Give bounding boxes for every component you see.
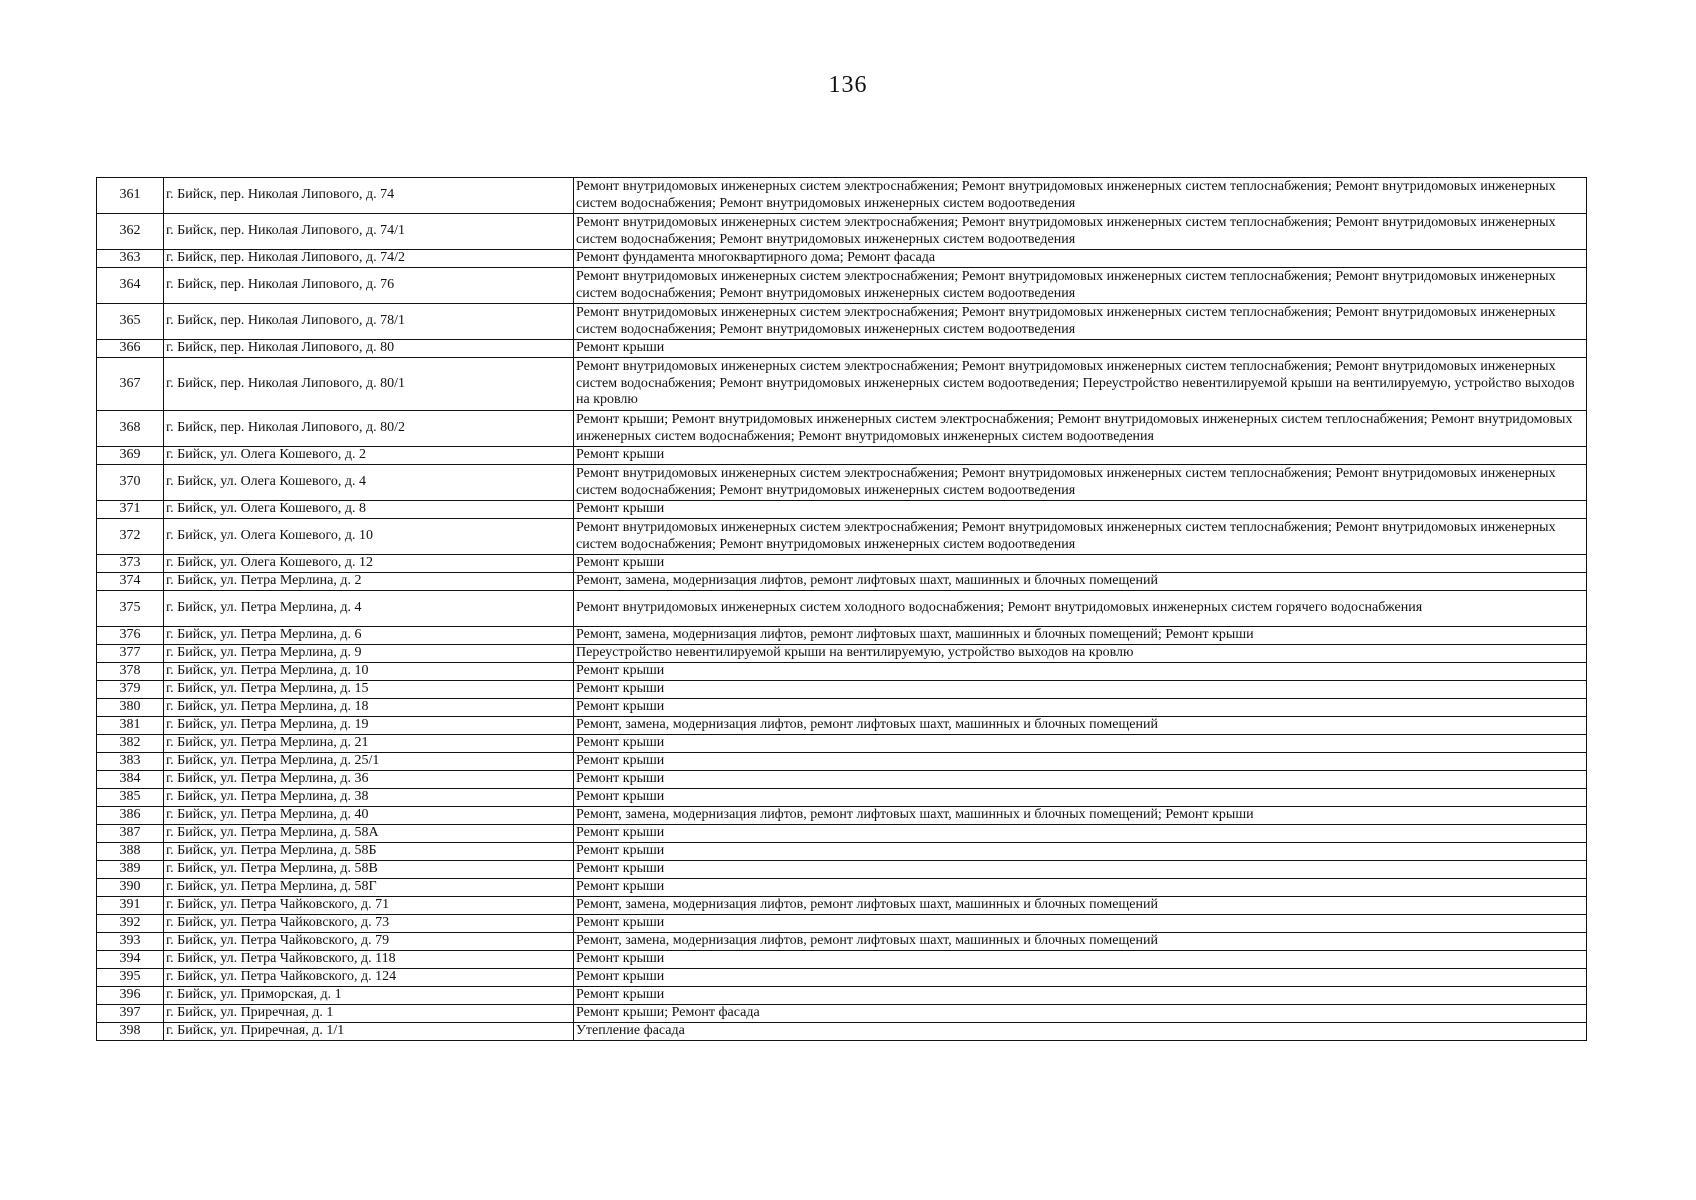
table-row: [97, 250, 1587, 268]
row-works: Ремонт крыши: [574, 681, 1587, 699]
table-row: [97, 951, 1587, 969]
row-works: Ремонт внутридомовых инженерных систем электроснабжения; Ремонт внутридомовых инженерных систем теплоснабжения; Ремонт внутридомовых инженерных систем водоснабжения; Ремонт внутридомовых инженерных систем водоотведения: [574, 214, 1587, 250]
row-address: г. Бийск, ул. Петра Мерлина, д. 18: [164, 699, 574, 717]
table-row: [97, 987, 1587, 1005]
row-works: Ремонт внутридомовых инженерных систем электроснабжения; Ремонт внутридомовых инженерных систем теплоснабжения; Ремонт внутридомовых инженерных систем водоснабжения; Ремонт внутридомовых инженерных систем водоотведения: [574, 268, 1587, 304]
row-number: 369: [97, 447, 164, 465]
table-row: [97, 555, 1587, 573]
table-row: [97, 861, 1587, 879]
table-row: [97, 681, 1587, 699]
table-row: [97, 1005, 1587, 1023]
row-number: 388: [97, 843, 164, 861]
row-works: Ремонт крыши: [574, 987, 1587, 1005]
row-number: 375: [97, 591, 164, 627]
row-number: 368: [97, 411, 164, 447]
row-works: Ремонт крыши: [574, 340, 1587, 358]
row-works: Ремонт крыши: [574, 789, 1587, 807]
row-address: г. Бийск, ул. Приречная, д. 1/1: [164, 1023, 574, 1041]
row-address: г. Бийск, ул. Петра Чайковского, д. 124: [164, 969, 574, 987]
row-works: Ремонт крыши; Ремонт внутридомовых инженерных систем электроснабжения; Ремонт внутридомовых инженерных систем теплоснабжения; Ремонт внутридомовых инженерных систем водоснабжения; Ремонт внутридомовых инженерных систем водоотведения: [574, 411, 1587, 447]
row-works: Ремонт, замена, модернизация лифтов, ремонт лифтовых шахт, машинных и блочных помещений: [574, 897, 1587, 915]
row-address: г. Бийск, ул. Петра Мерлина, д. 36: [164, 771, 574, 789]
row-address: г. Бийск, пер. Николая Липового, д. 80: [164, 340, 574, 358]
row-number: 371: [97, 501, 164, 519]
row-works: Ремонт крыши: [574, 699, 1587, 717]
table-row: [97, 897, 1587, 915]
table-row: [97, 465, 1587, 501]
row-works: Ремонт, замена, модернизация лифтов, ремонт лифтовых шахт, машинных и блочных помещений; Ремонт крыши: [574, 807, 1587, 825]
table-row: [97, 825, 1587, 843]
row-address: г. Бийск, ул. Петра Мерлина, д. 38: [164, 789, 574, 807]
row-number: 362: [97, 214, 164, 250]
table-row: [97, 214, 1587, 250]
row-address: г. Бийск, пер. Николая Липового, д. 74/1: [164, 214, 574, 250]
table-row: [97, 447, 1587, 465]
row-works: Ремонт крыши: [574, 969, 1587, 987]
row-number: 398: [97, 1023, 164, 1041]
row-address: г. Бийск, ул. Петра Мерлина, д. 58А: [164, 825, 574, 843]
row-address: г. Бийск, ул. Петра Чайковского, д. 71: [164, 897, 574, 915]
table-row: [97, 645, 1587, 663]
housing-repair-table: [96, 177, 1587, 1041]
row-number: 372: [97, 519, 164, 555]
row-address: г. Бийск, пер. Николая Липового, д. 78/1: [164, 304, 574, 340]
table-row: [97, 340, 1587, 358]
row-number: 361: [97, 178, 164, 214]
row-works: Ремонт внутридомовых инженерных систем электроснабжения; Ремонт внутридомовых инженерных систем теплоснабжения; Ремонт внутридомовых инженерных систем водоснабжения; Ремонт внутридомовых инженерных систем водоотведения: [574, 304, 1587, 340]
row-address: г. Бийск, ул. Петра Мерлина, д. 4: [164, 591, 574, 627]
row-number: 397: [97, 1005, 164, 1023]
table-row: [97, 735, 1587, 753]
table-row: [97, 304, 1587, 340]
table-row: [97, 501, 1587, 519]
row-number: 373: [97, 555, 164, 573]
row-address: г. Бийск, ул. Петра Мерлина, д. 25/1: [164, 753, 574, 771]
table-row: [97, 879, 1587, 897]
table-row: [97, 591, 1587, 627]
row-address: г. Бийск, ул. Петра Чайковского, д. 79: [164, 933, 574, 951]
row-address: г. Бийск, ул. Петра Мерлина, д. 9: [164, 645, 574, 663]
row-address: г. Бийск, ул. Петра Мерлина, д. 40: [164, 807, 574, 825]
row-address: г. Бийск, пер. Николая Липового, д. 74/2: [164, 250, 574, 268]
row-address: г. Бийск, ул. Олега Кошевого, д. 8: [164, 501, 574, 519]
table-row: [97, 717, 1587, 735]
row-number: 364: [97, 268, 164, 304]
table-row: [97, 627, 1587, 645]
row-number: 393: [97, 933, 164, 951]
table-row: [97, 411, 1587, 447]
table-row: [97, 969, 1587, 987]
row-number: 391: [97, 897, 164, 915]
row-number: 378: [97, 663, 164, 681]
row-address: г. Бийск, ул. Олега Кошевого, д. 12: [164, 555, 574, 573]
row-number: 385: [97, 789, 164, 807]
row-works: Ремонт внутридомовых инженерных систем электроснабжения; Ремонт внутридомовых инженерных систем теплоснабжения; Ремонт внутридомовых инженерных систем водоснабжения; Ремонт внутридомовых инженерных систем водоотведения: [574, 465, 1587, 501]
row-number: 367: [97, 358, 164, 411]
table-row: [97, 268, 1587, 304]
row-works: Ремонт крыши; Ремонт фасада: [574, 1005, 1587, 1023]
page-number: 136: [828, 72, 868, 98]
row-works: Ремонт крыши: [574, 663, 1587, 681]
row-works: Ремонт крыши: [574, 753, 1587, 771]
row-address: г. Бийск, ул. Олега Кошевого, д. 10: [164, 519, 574, 555]
row-number: 394: [97, 951, 164, 969]
row-number: 395: [97, 969, 164, 987]
row-works: Ремонт крыши: [574, 879, 1587, 897]
table-row: [97, 699, 1587, 717]
row-works: Утепление фасада: [574, 1023, 1587, 1041]
row-number: 381: [97, 717, 164, 735]
row-address: г. Бийск, пер. Николая Липового, д. 80/2: [164, 411, 574, 447]
row-works: Ремонт, замена, модернизация лифтов, ремонт лифтовых шахт, машинных и блочных помещений: [574, 717, 1587, 735]
row-works: Ремонт внутридомовых инженерных систем электроснабжения; Ремонт внутридомовых инженерных систем теплоснабжения; Ремонт внутридомовых инженерных систем водоснабжения; Ремонт внутридомовых инженерных систем водоотведения: [574, 519, 1587, 555]
row-number: 390: [97, 879, 164, 897]
row-number: 383: [97, 753, 164, 771]
row-number: 363: [97, 250, 164, 268]
row-works: Ремонт крыши: [574, 771, 1587, 789]
row-address: г. Бийск, ул. Петра Мерлина, д. 58Г: [164, 879, 574, 897]
table-row: [97, 807, 1587, 825]
table-row: [97, 789, 1587, 807]
row-works: Ремонт крыши: [574, 447, 1587, 465]
row-works: Ремонт, замена, модернизация лифтов, ремонт лифтовых шахт, машинных и блочных помещений; Ремонт крыши: [574, 627, 1587, 645]
row-number: 389: [97, 861, 164, 879]
row-address: г. Бийск, ул. Олега Кошевого, д. 4: [164, 465, 574, 501]
table-row: [97, 663, 1587, 681]
row-address: г. Бийск, ул. Петра Мерлина, д. 19: [164, 717, 574, 735]
row-address: г. Бийск, пер. Николая Липового, д. 76: [164, 268, 574, 304]
row-works: Ремонт внутридомовых инженерных систем электроснабжения; Ремонт внутридомовых инженерных систем теплоснабжения; Ремонт внутридомовых инженерных систем водоснабжения; Ремонт внутридомовых инженерных систем водоотведения; Переустройство невентилируемой крыши на вентилируемую, устройство выходов на кровлю: [574, 358, 1587, 411]
row-number: 379: [97, 681, 164, 699]
table-row: [97, 753, 1587, 771]
row-works: Ремонт крыши: [574, 735, 1587, 753]
table-row: [97, 843, 1587, 861]
row-address: г. Бийск, ул. Петра Чайковского, д. 118: [164, 951, 574, 969]
row-address: г. Бийск, ул. Петра Мерлина, д. 2: [164, 573, 574, 591]
row-number: 382: [97, 735, 164, 753]
row-number: 365: [97, 304, 164, 340]
row-address: г. Бийск, ул. Приморская, д. 1: [164, 987, 574, 1005]
row-works: Ремонт внутридомовых инженерных систем электроснабжения; Ремонт внутридомовых инженерных систем теплоснабжения; Ремонт внутридомовых инженерных систем водоснабжения; Ремонт внутридомовых инженерных систем водоотведения: [574, 178, 1587, 214]
row-works: Ремонт крыши: [574, 861, 1587, 879]
row-works: Ремонт фундамента многоквартирного дома; Ремонт фасада: [574, 250, 1587, 268]
row-number: 387: [97, 825, 164, 843]
row-address: г. Бийск, пер. Николая Липового, д. 80/1: [164, 358, 574, 411]
row-address: г. Бийск, ул. Петра Чайковского, д. 73: [164, 915, 574, 933]
row-number: 384: [97, 771, 164, 789]
row-address: г. Бийск, ул. Олега Кошевого, д. 2: [164, 447, 574, 465]
table-row: [97, 1023, 1587, 1041]
row-number: 392: [97, 915, 164, 933]
row-works: Ремонт крыши: [574, 951, 1587, 969]
row-address: г. Бийск, ул. Приречная, д. 1: [164, 1005, 574, 1023]
row-works: Ремонт крыши: [574, 825, 1587, 843]
row-works: Ремонт, замена, модернизация лифтов, ремонт лифтовых шахт, машинных и блочных помещений: [574, 933, 1587, 951]
row-number: 374: [97, 573, 164, 591]
row-works: Ремонт, замена, модернизация лифтов, ремонт лифтовых шахт, машинных и блочных помещений: [574, 573, 1587, 591]
table-row: [97, 519, 1587, 555]
row-number: 366: [97, 340, 164, 358]
table-body: [97, 178, 1587, 1041]
row-works: Ремонт крыши: [574, 555, 1587, 573]
table-row: [97, 573, 1587, 591]
row-number: 376: [97, 627, 164, 645]
row-works: Ремонт крыши: [574, 843, 1587, 861]
row-works: Переустройство невентилируемой крыши на вентилируемую, устройство выходов на кровлю: [574, 645, 1587, 663]
row-address: г. Бийск, ул. Петра Мерлина, д. 15: [164, 681, 574, 699]
row-number: 386: [97, 807, 164, 825]
row-address: г. Бийск, ул. Петра Мерлина, д. 10: [164, 663, 574, 681]
row-number: 380: [97, 699, 164, 717]
row-address: г. Бийск, ул. Петра Мерлина, д. 58В: [164, 861, 574, 879]
row-number: 370: [97, 465, 164, 501]
row-address: г. Бийск, пер. Николая Липового, д. 74: [164, 178, 574, 214]
row-number: 377: [97, 645, 164, 663]
row-address: г. Бийск, ул. Петра Мерлина, д. 21: [164, 735, 574, 753]
table-row: [97, 933, 1587, 951]
table-row: [97, 771, 1587, 789]
row-number: 396: [97, 987, 164, 1005]
table-row: [97, 915, 1587, 933]
table-row: [97, 178, 1587, 214]
row-address: г. Бийск, ул. Петра Мерлина, д. 6: [164, 627, 574, 645]
row-works: Ремонт крыши: [574, 915, 1587, 933]
table-row: [97, 358, 1587, 411]
row-address: г. Бийск, ул. Петра Мерлина, д. 58Б: [164, 843, 574, 861]
row-works: Ремонт крыши: [574, 501, 1587, 519]
row-works: Ремонт внутридомовых инженерных систем холодного водоснабжения; Ремонт внутридомовых инженерных систем горячего водоснабжения: [574, 591, 1587, 627]
